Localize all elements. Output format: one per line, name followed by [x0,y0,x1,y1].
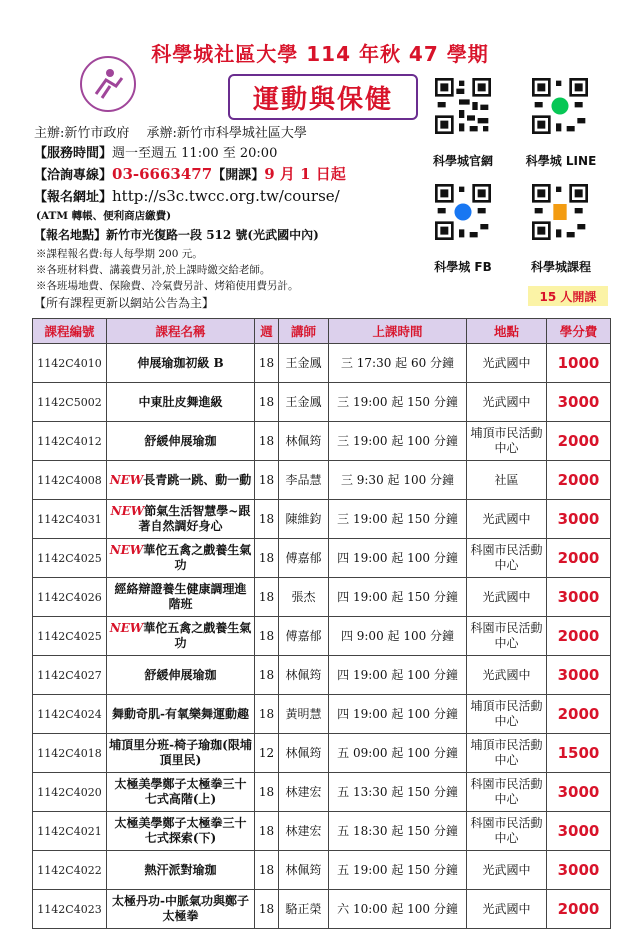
course-weeks [255,695,279,734]
course-weeks [255,656,279,695]
course-place-text: 社區 [494,472,519,487]
document-icon [532,184,588,240]
course-time [329,617,467,656]
course-name [107,812,255,851]
course-time [329,656,467,695]
note-1: ※課程報名費:每人每學期 200 元。 [36,248,203,260]
course-code-text: 1142C4027 [37,668,102,682]
course-weeks-text: 18 [258,355,275,370]
qr-website-label: 科學城官網 [432,154,493,168]
course-time [329,383,467,422]
course-code-text: 1142C4008 [37,473,102,487]
header-teacher: 講師 [279,319,329,344]
course-weeks-text: 12 [258,745,275,760]
category-title: 運動與保健 [228,74,418,120]
course-weeks [255,890,279,929]
course-time-text: 三 19:00 起 100 分鐘 [337,433,458,448]
course-place [467,812,547,851]
course-fee [547,344,611,383]
course-code-text: 1142C4031 [37,512,102,526]
table-row[interactable] [33,851,611,890]
course-place [467,734,547,773]
course-teacher-text: 陳維鈞 [285,511,322,526]
course-name-text: 伸展瑜珈初級 B [137,355,224,370]
course-time-text: 四 19:00 起 100 分鐘 [337,706,458,721]
table-row[interactable] [33,695,611,734]
course-fee-text: 3000 [557,860,600,879]
course-time [329,734,467,773]
course-table [32,318,611,929]
registration-location [34,226,319,243]
start-label: 【開課】 [212,168,265,183]
course-name-text: 舒緩伸展瑜珈 [144,667,217,682]
course-weeks-text: 18 [258,667,275,682]
course-code [33,695,107,734]
facebook-logo-icon [435,184,491,240]
note-2: ※各班材料費、講義費另計,於上課時繳交給老師。 [36,264,271,276]
course-place [467,344,547,383]
course-name [107,695,255,734]
course-code-text: 1142C4024 [37,707,102,721]
course-place [467,578,547,617]
course-weeks [255,383,279,422]
location-value: 新竹市光復路一段 512 號(光武國中內) [106,228,319,242]
course-place [467,851,547,890]
course-weeks-text: 18 [258,589,275,604]
course-weeks [255,539,279,578]
course-place-text: 科園市民活動中心 [470,816,543,845]
course-name-text: 舒緩伸展瑜珈 [144,433,217,448]
header-code: 課程編號 [33,319,107,344]
course-time-text: 六 10:00 起 100 分鐘 [337,901,458,916]
course-time-text: 三 19:00 起 150 分鐘 [337,511,458,526]
min-enrollment-badge: 15 人開課 [528,286,608,306]
table-row[interactable] [33,578,611,617]
course-name-text: 華佗五禽之戲養生氣功 [143,621,252,650]
url-label: 【報名網址】 [34,190,113,205]
course-name [107,500,255,539]
course-fee-text: 3000 [557,509,600,528]
course-weeks-text: 18 [258,472,275,487]
course-time [329,695,467,734]
table-row[interactable] [33,500,611,539]
qr-courses-label: 科學城課程 [530,260,591,274]
course-fee [547,500,611,539]
course-teacher [279,656,329,695]
course-place [467,461,547,500]
course-code [33,539,107,578]
course-time [329,578,467,617]
course-place [467,617,547,656]
course-code-text: 1142C4025 [37,551,102,565]
table-row[interactable] [33,344,611,383]
course-weeks-text: 18 [258,394,275,409]
course-time-text: 四 19:00 起 150 分鐘 [337,589,458,604]
course-fee [547,383,611,422]
course-fee [547,578,611,617]
course-name-text: 熱汗派對瑜珈 [144,862,217,877]
course-time-text: 四 19:00 起 100 分鐘 [337,550,458,565]
course-fee-text: 3000 [557,587,600,606]
course-time [329,812,467,851]
course-fee-text: 1500 [557,743,600,762]
course-code-text: 1142C4012 [37,434,102,448]
school-logo [80,56,136,112]
course-place-text: 光武國中 [482,511,531,526]
course-time-text: 三 17:30 起 60 分鐘 [340,355,455,370]
course-time-text: 五 09:00 起 100 分鐘 [337,745,458,760]
course-weeks [255,851,279,890]
update-note: 【所有課程更新以網站公告為主】 [34,296,215,310]
course-name-text: 經絡辯證養生健康調理進階班 [114,582,247,611]
qr-line[interactable] [532,78,588,138]
hours-label: 【服務時間】 [34,146,113,161]
course-name [107,578,255,617]
new-badge: NEW [109,543,144,557]
table-row[interactable] [33,656,611,695]
course-fee [547,734,611,773]
course-name [107,617,255,656]
course-place [467,500,547,539]
course-weeks [255,734,279,773]
course-weeks [255,617,279,656]
course-name [107,344,255,383]
registration-url [34,186,340,205]
course-weeks-text: 18 [258,511,275,526]
course-code [33,734,107,773]
course-fee-text: 2000 [557,431,600,450]
course-place-text: 光武國中 [482,355,531,370]
course-weeks [255,461,279,500]
url-link[interactable]: http://s3c.twcc.org.tw/course/ [112,187,340,205]
table-row[interactable] [33,890,611,929]
header-fee: 學分費 [547,319,611,344]
course-place [467,773,547,812]
table-row[interactable] [33,383,611,422]
course-code [33,656,107,695]
phone-value: 03-6663477 [112,165,213,183]
course-teacher-text: 張杰 [291,589,316,604]
course-weeks-text: 18 [258,706,275,721]
course-code [33,578,107,617]
course-place [467,890,547,929]
course-weeks [255,773,279,812]
course-place-text: 科園市民活動中心 [470,777,543,806]
course-code-text: 1142C4025 [37,629,102,643]
course-place-text: 光武國中 [482,589,531,604]
course-time [329,539,467,578]
course-teacher [279,500,329,539]
course-teacher-text: 林佩筠 [285,433,322,448]
course-teacher-text: 黃明慧 [285,706,322,721]
table-header-row [33,319,611,344]
course-name-text: 太極美學鄭子太極拳三十七式高階(上) [114,777,247,806]
new-badge: NEW [110,504,145,518]
course-teacher-text: 王金鳳 [285,355,322,370]
organizers: 主辦:新竹市政府 承辦:新竹市科學城社區大學 [34,126,307,141]
course-fee [547,695,611,734]
course-fee [547,617,611,656]
course-fee [547,656,611,695]
course-code [33,422,107,461]
course-teacher [279,617,329,656]
course-weeks-text: 18 [258,433,275,448]
course-name-text: 長青跳一跳、動一動 [143,472,252,487]
line-logo-icon [532,78,588,134]
course-weeks-text: 18 [258,550,275,565]
qr-website[interactable] [435,78,491,138]
course-time [329,773,467,812]
header-time: 上課時間 [329,319,467,344]
course-teacher-text: 林佩筠 [285,745,322,760]
course-name [107,422,255,461]
course-name [107,734,255,773]
course-place [467,539,547,578]
course-fee-text: 2000 [557,626,600,645]
course-weeks [255,578,279,617]
course-teacher [279,890,329,929]
course-weeks [255,500,279,539]
course-code-text: 1142C4020 [37,785,102,799]
course-code [33,851,107,890]
course-code [33,383,107,422]
course-weeks-text: 18 [258,901,275,916]
header-place: 地點 [467,319,547,344]
course-weeks-text: 18 [258,823,275,838]
course-place-text: 光武國中 [482,901,531,916]
course-weeks [255,812,279,851]
course-teacher [279,539,329,578]
course-time-text: 五 18:30 起 150 分鐘 [337,823,458,838]
course-time-text: 三 19:00 起 150 分鐘 [337,394,458,409]
course-fee-text: 2000 [557,470,600,489]
qr-courses[interactable] [532,184,588,244]
course-code [33,617,107,656]
qr-facebook-label: 科學城 FB [434,260,492,274]
course-code [33,890,107,929]
course-teacher-text: 駱正榮 [285,901,322,916]
course-teacher [279,851,329,890]
course-place [467,383,547,422]
course-name-text: 節氣生活智慧學~跟著自然調好身心 [138,504,251,533]
course-fee-text: 2000 [557,704,600,723]
course-code [33,500,107,539]
course-fee [547,422,611,461]
table-row[interactable] [33,773,611,812]
qr-line-label: 科學城 LINE [525,154,597,168]
course-name-text: 舞動奇肌-有氧樂舞運動趣 [112,706,249,721]
course-fee [547,812,611,851]
course-weeks-text: 18 [258,784,275,799]
course-teacher-text: 林佩筠 [285,667,322,682]
course-teacher [279,734,329,773]
table-row[interactable] [33,734,611,773]
course-name-text: 埔頂里分班-椅子瑜珈(限埔頂里民) [109,738,252,767]
course-place-text: 光武國中 [482,667,531,682]
course-fee [547,539,611,578]
course-teacher [279,461,329,500]
course-name [107,656,255,695]
course-name [107,461,255,500]
course-place-text: 埔頂市民活動中心 [470,699,543,728]
course-fee-text: 3000 [557,665,600,684]
course-code [33,812,107,851]
course-time-text: 五 19:00 起 150 分鐘 [337,862,458,877]
table-row[interactable] [33,812,611,851]
course-code-text: 1142C5002 [37,395,102,409]
course-teacher [279,773,329,812]
table-row[interactable] [33,422,611,461]
course-teacher-text: 林建宏 [285,784,322,799]
new-badge: NEW [109,472,144,487]
course-weeks [255,422,279,461]
course-teacher-text: 李品慧 [285,472,322,487]
course-code-text: 1142C4010 [37,356,102,370]
course-code-text: 1142C4021 [37,824,102,838]
note-3: ※各班場地費、保險費、冷氣費另計、烤箱使用費另計。 [36,280,299,292]
course-name-text: 中東肚皮舞進級 [138,394,223,409]
course-code [33,344,107,383]
course-name [107,539,255,578]
course-fee-text: 3000 [557,821,600,840]
course-name [107,773,255,812]
course-fee-text: 3000 [557,392,600,411]
course-fee-text: 1000 [557,353,600,372]
contact-line [34,163,346,184]
course-name-text: 太極美學鄭子太極拳三十七式探索(下) [114,816,247,845]
course-name [107,851,255,890]
payment-note: (ATM 轉帳、便利商店繳費) [36,210,172,222]
course-teacher [279,578,329,617]
course-teacher [279,344,329,383]
course-time-text: 五 13:30 起 150 分鐘 [337,784,458,799]
course-place [467,695,547,734]
course-weeks [255,344,279,383]
qr-code-icon [435,78,491,134]
course-time [329,851,467,890]
course-teacher [279,695,329,734]
course-teacher-text: 傅嘉郁 [285,550,322,565]
course-fee [547,773,611,812]
table-row[interactable] [33,617,611,656]
header-weeks: 週 [255,319,279,344]
course-fee [547,890,611,929]
course-teacher [279,812,329,851]
course-name [107,383,255,422]
course-name-text: 太極丹功-中脈氣功與鄭子太極拳 [112,894,249,923]
course-fee-text: 2000 [557,548,600,567]
course-code-text: 1142C4023 [37,902,102,916]
course-fee-text: 3000 [557,782,600,801]
course-teacher-text: 林建宏 [285,823,322,838]
course-fee [547,461,611,500]
course-code-text: 1142C4026 [37,590,102,604]
course-code-text: 1142C4022 [37,863,102,877]
course-fee [547,851,611,890]
course-time [329,422,467,461]
course-teacher-text: 林佩筠 [285,862,322,877]
course-place-text: 埔頂市民活動中心 [470,738,543,767]
course-place-text: 科園市民活動中心 [470,543,543,572]
course-name-text: 華佗五禽之戲養生氣功 [143,543,252,572]
hours-value: 週一至週五 11:00 至 20:00 [112,146,278,161]
start-value: 9 月 1 日起 [264,165,346,183]
course-time [329,461,467,500]
course-teacher [279,422,329,461]
course-name [107,890,255,929]
course-code [33,773,107,812]
course-fee-text: 2000 [557,899,600,918]
course-teacher-text: 傅嘉郁 [285,628,322,643]
new-badge: NEW [109,621,144,635]
course-place [467,422,547,461]
course-time [329,500,467,539]
course-teacher [279,383,329,422]
course-code-text: 1142C4018 [37,746,102,760]
course-place-text: 光武國中 [482,394,531,409]
course-place-text: 光武國中 [482,862,531,877]
course-place-text: 科園市民活動中心 [470,621,543,650]
header-name: 課程名稱 [107,319,255,344]
course-weeks-text: 18 [258,628,275,643]
course-place-text: 埔頂市民活動中心 [470,426,543,455]
course-time-text: 三 9:30 起 100 分鐘 [340,472,455,487]
course-weeks-text: 18 [258,862,275,877]
course-time-text: 四 19:00 起 100 分鐘 [337,667,458,682]
service-hours [34,142,277,161]
course-time-text: 四 9:00 起 100 分鐘 [340,628,455,643]
course-teacher-text: 王金鳳 [285,394,322,409]
course-time [329,890,467,929]
table-row[interactable] [33,461,611,500]
location-label: 【報名地點】 [34,228,107,242]
phone-label: 【洽詢專線】 [34,168,113,183]
course-place [467,656,547,695]
table-row[interactable] [33,539,611,578]
course-code [33,461,107,500]
page-title: 科學城社區大學 114 年秋 47 學期 [151,42,489,66]
qr-facebook[interactable] [435,184,491,244]
course-time [329,344,467,383]
